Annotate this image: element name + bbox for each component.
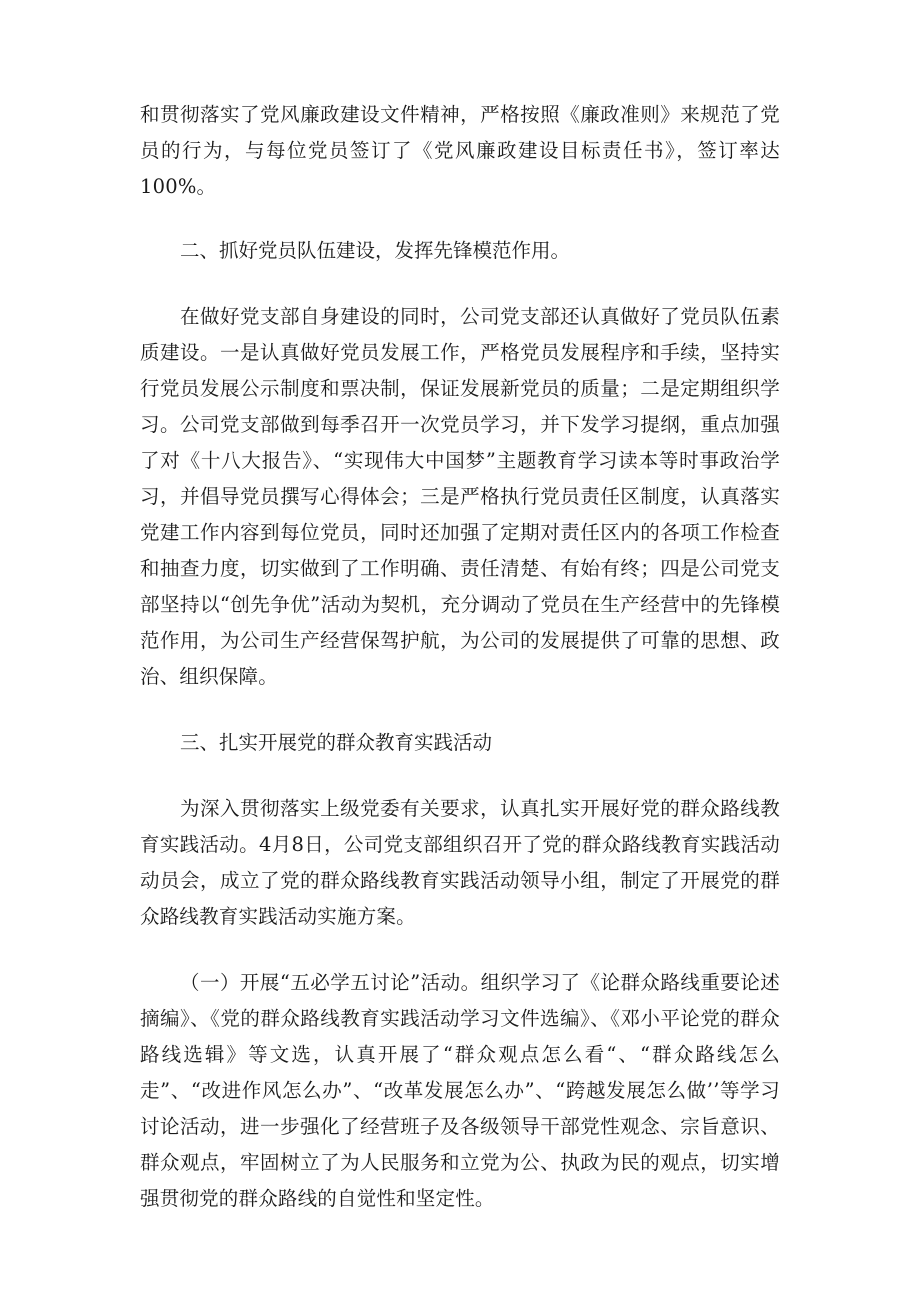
paragraph-continuation: 和贯彻落实了党风廉政建设文件精神，严格按照《廉政准则》来规范了党员的行为，与每位党员签订了《党风廉政建设目标责任书》，签订率达100%。 (140, 103, 780, 198)
paragraph-section-3: 为深入贯彻落实上级党委有关要求，认真扎实开展好党的群众路线教育实践活动。4月8日，公司党支部组织召开了党的群众路线教育实践活动动员会，成立了党的群众路线教育实践活动领导小组，制定了开展党的群众路线教育实践活动实施方案。 (140, 797, 780, 928)
section-heading-3: 三、扎实开展党的群众教育实践活动 (180, 731, 493, 754)
paragraph-section-2: 在做好党支部自身建设的同时，公司党支部还认真做好了党员队伍素质建设。一是认真做好党员发展工作，严格党员发展程序和手续，坚持实行党员发展公示制度和票决制，保证发展新党员的质量；二是定期组织学习。公司党支部做到每季召开一次党员学习，并下发学习提纲，重点加强了对《十八大报告》、“实现伟大中国梦”主题教育学习读本等时事政治学习，并倡导党员撰写心得体会；三是严格执行党员责任区制度，认真落实党建工作内容到每位党员，同时还加强了定期对责任区内的各项工作检查和抽查力度，切实做到了工作明确、责任清楚、有始有终；四是公司党支部坚持以“创先争优”活动为契机，充分调动了党员在生产经营中的先锋模范作用，为公司生产经营保驾护航，为公司的发展提供了可靠的思想、政治、组织保障。 (140, 305, 780, 688)
section-heading-2: 二、抓好党员队伍建设，发挥先锋模范作用。 (180, 239, 571, 262)
paragraph-subsection-1: （一）开展“五必学五讨论”活动。组织学习了《论群众路线重要论述摘编》、《党的群众路线教育实践活动学习文件选编》、《邓小平论党的群众路线选辑》等文选，认真开展了“群众观点怎么看“、“群众路线怎么走”、“改进作风怎么办”、“改革发展怎么办”、“跨越发展怎么做’’等学习讨论活动，进一步强化了经营班子及各级领导干部党性观念、宗旨意识、群众观点，牢固树立了为人民服务和立党为公、执政为民的观点，切实增强贯彻党的群众路线的自觉性和坚定性。 (140, 971, 780, 1210)
document-page (140, 97, 780, 1217)
